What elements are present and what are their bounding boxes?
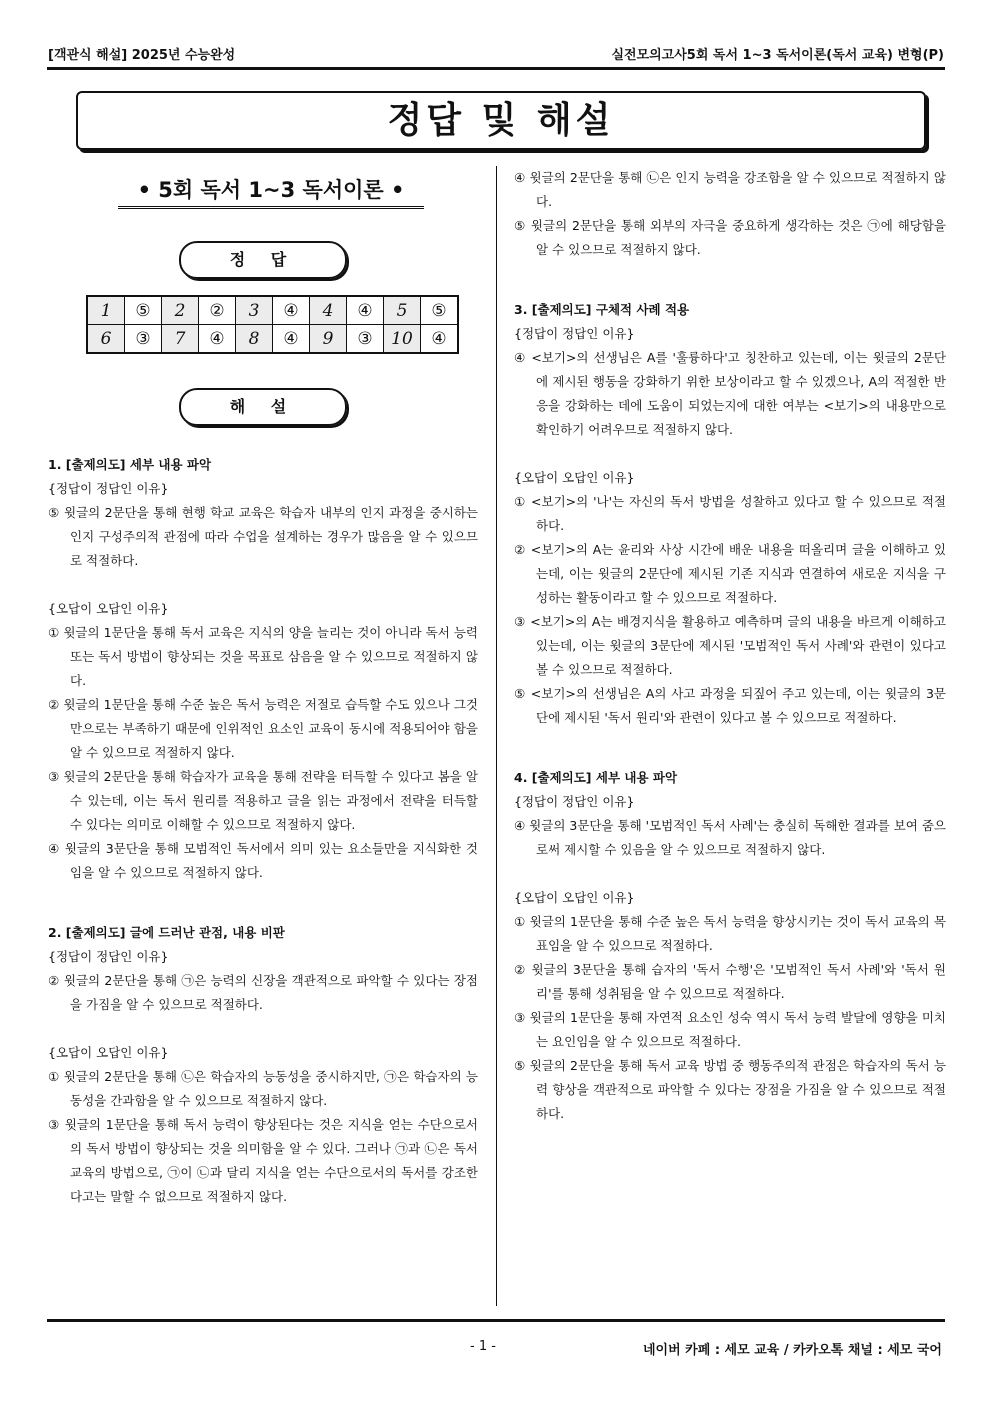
wrong-label: {오답이 오답인 이유}: [514, 470, 635, 485]
wrong-label: {오답이 오답인 이유}: [514, 890, 635, 905]
question-number: 4: [310, 296, 347, 325]
question-number: 2: [162, 296, 199, 325]
page-title: 정답 및 해설: [76, 91, 926, 150]
explanation-item: ⑤ 윗글의 2문단을 통해 독서 교육 방법 중 행동주의적 관점은 학습자의 독서 능력 향상을 객관적으로 파악할 수 있다는 장점을 가짐을 알 수 있으므로 적절하다.: [514, 1058, 946, 1121]
explanation-item: ⑤ 윗글의 2문단을 통해 현행 학교 교육은 학습자 내부의 인지 과정을 중시하는 인지 구성주의적 관점에 따라 수업을 설계하는 경우가 많음을 알 수 있으므로 적절하다.: [48, 505, 478, 568]
answer-cell: ④: [421, 325, 459, 354]
section-subtitle: • 5회 독서 1~3 독서이론 •: [118, 174, 424, 209]
explanation-item: ③ 윗글의 1문단을 통해 독서 능력이 향상된다는 것은 지식을 얻는 수단으로서의 독서 방법이 향상되는 것을 의미함을 알 수 있다. 그러나 ㉠과 ㉡은 독서 교육의 방법으로, ㉠이 ㉡과 달리 지식을 얻는 수단으로서의 독서를 강조한다고는 말할 수 없으므로 적절하지 않다.: [48, 1117, 478, 1204]
explanation-item: ④ 윗글의 3문단을 통해 '모범적인 독서 사례'는 충실히 독해한 결과를 보여 줌으로써 제시할 수 있음을 알 수 있으므로 적절하지 않다.: [514, 818, 946, 857]
section-heading: 3. [출제의도] 구체적 사례 적용: [514, 302, 690, 317]
question-number: 7: [162, 325, 199, 354]
explanation-item: ① 윗글의 1문단을 통해 독서 교육은 지식의 양을 늘리는 것이 아니라 독서 능력 또는 독서 방법이 향상되는 것을 목표로 삼음을 알 수 있으므로 적절하지 않다.: [48, 625, 478, 688]
answer-label: 정 답: [179, 241, 347, 279]
explanation-item: ④ 윗글의 3문단을 통해 모범적인 독서에서 의미 있는 요소들만을 지식화한 것임을 알 수 있으므로 적절하지 않다.: [48, 841, 478, 880]
explanation-item: ④ 윗글의 2문단을 통해 ㉡은 인지 능력을 강조함을 알 수 있으므로 적절하지 않다.: [514, 170, 946, 209]
explanation-item: ② 윗글의 3문단을 통해 습자의 '독서 수행'은 '모범적인 독서 사례'와 '독서 원리'를 통해 성취됨을 알 수 있으므로 적절하다.: [514, 962, 946, 1001]
question-number: 1: [87, 296, 125, 325]
question-number: 3: [236, 296, 273, 325]
explanation-item: ③ 윗글의 1문단을 통해 자연적 요소인 성숙 역시 독서 능력 발달에 영향을 미치는 요인임을 알 수 있으므로 적절하다.: [514, 1010, 946, 1049]
footer-rule: [47, 1319, 945, 1322]
answer-cell: ③: [347, 325, 384, 354]
question-number: 8: [236, 325, 273, 354]
explanation-item: ④ <보기>의 선생님은 A를 '훌륭하다'고 칭찬하고 있는데, 이는 윗글의 2문단에 제시된 행동을 강화하기 위한 보상이라고 할 수 있겠으나, A의 적절한 반응을 강화하는 데에 도움이 되었는지에 대한 여부는 <보기>의 내용만으로 확인하기 어려우므로 적절하지 않다.: [514, 350, 946, 437]
explanation-item: ③ 윗글의 2문단을 통해 학습자가 교육을 통해 전략을 터득할 수 있다고 봄을 알 수 있는데, 이는 독서 원리를 적용하고 글을 읽는 과정에서 전략을 터득할 수 있다는 의미로 이해할 수 있으므로 적절하지 않다.: [48, 769, 478, 832]
wrong-label: {오답이 오답인 이유}: [48, 1045, 169, 1060]
header-rule: [47, 67, 945, 70]
section-heading: 1. [출제의도] 세부 내용 파악: [48, 457, 212, 472]
explanation-item: ⑤ 윗글의 2문단을 통해 외부의 자극을 중요하게 생각하는 것은 ㉠에 해당함을 알 수 있으므로 적절하지 않다.: [514, 218, 946, 257]
header-right: 실전모의고사5회 독서 1~3 독서이론(독서 교육) 변형(P): [611, 48, 944, 63]
right-column: [514, 166, 946, 1126]
explanation-item: ⑤ <보기>의 선생님은 A의 사고 과정을 되짚어 주고 있는데, 이는 윗글의 3문단에 제시된 '독서 원리'와 관련이 있다고 볼 수 있으므로 적절하다.: [514, 686, 946, 725]
correct-label: {정답이 정답인 이유}: [514, 326, 635, 341]
footer-credit: 네이버 카페 : 세모 교육 / 카카오톡 채널 : 세모 국어: [642, 1343, 942, 1358]
answer-table: [86, 295, 459, 354]
answer-cell: ②: [199, 296, 236, 325]
answer-cell: ④: [273, 325, 310, 354]
answer-cell: ④: [273, 296, 310, 325]
wrong-label: {오답이 오답인 이유}: [48, 601, 169, 616]
section-heading: 4. [출제의도] 세부 내용 파악: [514, 770, 678, 785]
explanation-label: 해 설: [179, 388, 347, 426]
question-number: 9: [310, 325, 347, 354]
answer-row-1: [87, 296, 458, 325]
question-number: 10: [384, 325, 421, 354]
answer-cell: ③: [125, 325, 162, 354]
correct-label: {정답이 정답인 이유}: [48, 481, 169, 496]
correct-label: {정답이 정답인 이유}: [514, 794, 635, 809]
explanation-item: ② 윗글의 2문단을 통해 ㉠은 능력의 신장을 객관적으로 파악할 수 있다는 장점을 가짐을 알 수 있으므로 적절하다.: [48, 973, 478, 1012]
explanation-item: ③ <보기>의 A는 배경지식을 활용하고 예측하며 글의 내용을 바르게 이해하고 있는데, 이는 윗글의 3문단에 제시된 '모범적인 독서 사례'와 관련이 있다고 볼 수 있으므로 적절하다.: [514, 614, 946, 677]
section-heading: 2. [출제의도] 글에 드러난 관점, 내용 비판: [48, 925, 285, 940]
explanation-item: ① 윗글의 2문단을 통해 ㉡은 학습자의 능동성을 중시하지만, ㉠은 학습자의 능동성을 간과함을 알 수 있으므로 적절하지 않다.: [48, 1069, 478, 1108]
page-number: - 1 -: [470, 1339, 496, 1354]
answer-cell: ⑤: [125, 296, 162, 325]
explanation-item: ① 윗글의 1문단을 통해 수준 높은 독서 능력을 향상시키는 것이 독서 교육의 목표임을 알 수 있으므로 적절하다.: [514, 914, 946, 953]
left-column: [48, 453, 478, 1209]
answer-row-2: [87, 325, 458, 354]
header-left: [객관식 해설] 2025년 수능완성: [48, 48, 236, 63]
column-divider: [496, 166, 497, 1306]
correct-label: {정답이 정답인 이유}: [48, 949, 169, 964]
explanation-item: ② <보기>의 A는 윤리와 사상 시간에 배운 내용을 떠올리며 글을 이해하고 있는데, 이는 윗글의 2문단에 제시된 기존 지식과 연결하여 새로운 지식을 구성하는 활동이라고 할 수 있으므로 적절하다.: [514, 542, 946, 605]
answer-cell: ④: [199, 325, 236, 354]
answer-cell: ④: [347, 296, 384, 325]
explanation-item: ① <보기>의 '나'는 자신의 독서 방법을 성찰하고 있다고 할 수 있으므로 적절하다.: [514, 494, 946, 533]
explanation-item: ② 윗글의 1문단을 통해 수준 높은 독서 능력은 저절로 습득할 수도 있으나 그것만으로는 부족하기 때문에 인위적인 요소인 교육이 동시에 적용되어야 함을 알 수 있으므로 적절하지 않다.: [48, 697, 478, 760]
question-number: 6: [87, 325, 125, 354]
answer-cell: ⑤: [421, 296, 459, 325]
question-number: 5: [384, 296, 421, 325]
